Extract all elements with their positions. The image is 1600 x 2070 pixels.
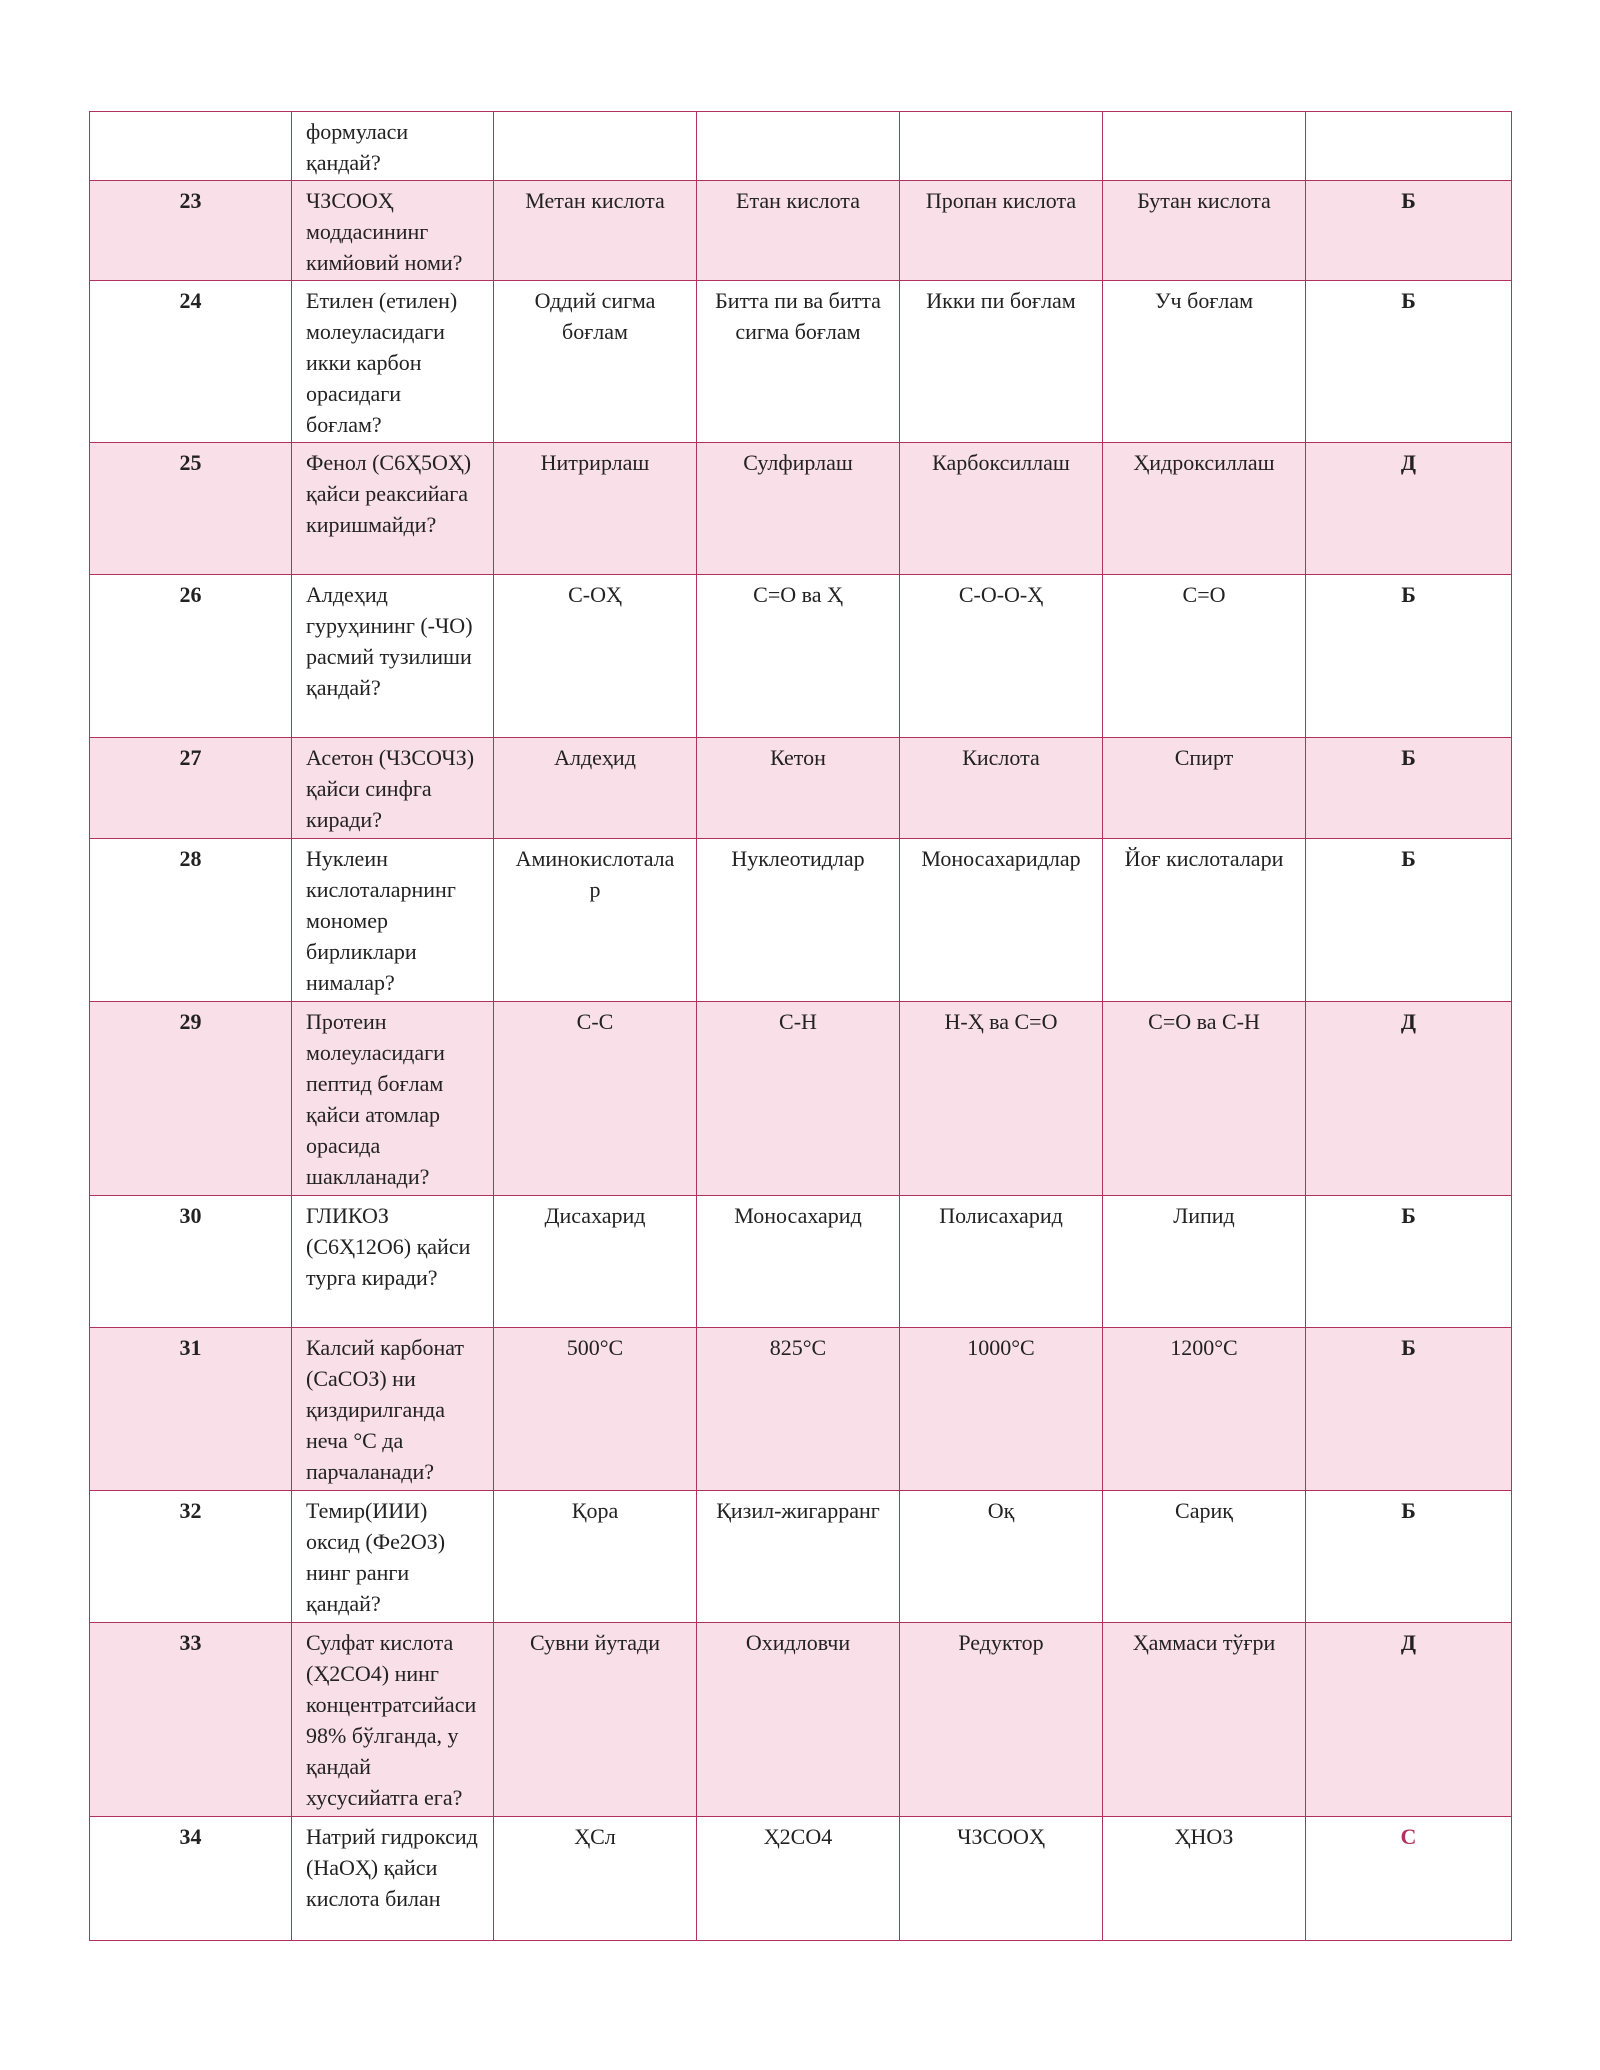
question-text: Нуклеин кислоталарнинг мономер бирликлари нималар? — [292, 839, 494, 1002]
option-a — [494, 112, 697, 181]
option-d: С=О — [1103, 575, 1306, 738]
option-c: Икки пи боғлам — [900, 281, 1103, 443]
question-number: 27 — [90, 738, 292, 839]
question-text: Фенол (С6Ҳ5ОҲ) қайси реаксийага киришмайди? — [292, 443, 494, 575]
table-row — [90, 575, 1512, 738]
option-a: С-С — [494, 1002, 697, 1196]
option-b: Битта пи ва битта сигма боғлам — [697, 281, 900, 443]
option-d: Липид — [1103, 1196, 1306, 1328]
question-text: Натрий гидроксид (НаОҲ) қайси кислота билан — [292, 1817, 494, 1941]
question-number: 31 — [90, 1328, 292, 1491]
question-number: 28 — [90, 839, 292, 1002]
option-b: Охидловчи — [697, 1623, 900, 1817]
correct-answer — [1306, 112, 1512, 181]
option-d: 1200°С — [1103, 1328, 1306, 1491]
correct-answer: Б — [1306, 839, 1512, 1002]
question-text: Темир(ИИИ) оксид (Фе2ОЗ) нинг ранги қандай? — [292, 1491, 494, 1623]
option-c: Оқ — [900, 1491, 1103, 1623]
option-c — [900, 112, 1103, 181]
table-row — [90, 1817, 1512, 1941]
option-b: С-Н — [697, 1002, 900, 1196]
option-a: 500°С — [494, 1328, 697, 1491]
option-c: ЧЗСООҲ — [900, 1817, 1103, 1941]
option-c: Карбоксиллаш — [900, 443, 1103, 575]
option-d: Бутан кислота — [1103, 181, 1306, 281]
question-text: ГЛИКОЗ (С6Ҳ12О6) қайси турга киради? — [292, 1196, 494, 1328]
question-number: 34 — [90, 1817, 292, 1941]
option-a: Оддий сигма боғлам — [494, 281, 697, 443]
question-number — [90, 112, 292, 181]
correct-answer: Б — [1306, 281, 1512, 443]
option-a: С-ОҲ — [494, 575, 697, 738]
table-row — [90, 112, 1512, 181]
option-d: Ҳидроксиллаш — [1103, 443, 1306, 575]
quiz-table — [89, 111, 1512, 1941]
question-number: 23 — [90, 181, 292, 281]
table-row — [90, 1002, 1512, 1196]
option-c: Н-Ҳ ва С=О — [900, 1002, 1103, 1196]
option-c: Моносахаридлар — [900, 839, 1103, 1002]
option-a: Қора — [494, 1491, 697, 1623]
question-number: 24 — [90, 281, 292, 443]
correct-answer: Б — [1306, 181, 1512, 281]
correct-answer: Д — [1306, 1002, 1512, 1196]
option-b: Кетон — [697, 738, 900, 839]
question-text: Протеин молеуласидаги пептид боғлам қайси атомлар орасида шаклланади? — [292, 1002, 494, 1196]
option-b: Қизил-жигарранг — [697, 1491, 900, 1623]
option-a: Метан кислота — [494, 181, 697, 281]
correct-answer: Б — [1306, 738, 1512, 839]
correct-answer: Б — [1306, 575, 1512, 738]
table-row — [90, 181, 1512, 281]
option-b: Ҳ2СО4 — [697, 1817, 900, 1941]
option-c: Редуктор — [900, 1623, 1103, 1817]
table-row — [90, 1491, 1512, 1623]
table-row — [90, 738, 1512, 839]
table-row — [90, 281, 1512, 443]
option-d: Йоғ кислоталари — [1103, 839, 1306, 1002]
option-d: Сариқ — [1103, 1491, 1306, 1623]
question-number: 30 — [90, 1196, 292, 1328]
table-row — [90, 1623, 1512, 1817]
option-d: Ҳаммаси тўғри — [1103, 1623, 1306, 1817]
question-text: Калсий карбонат (СаСОЗ) ни қиздирилганда неча °С да парчаланади? — [292, 1328, 494, 1491]
option-a: Нитрирлаш — [494, 443, 697, 575]
question-text: Сулфат кислота (Ҳ2СО4) нинг концентратсийаси 98% бўлганда, у қандай хусусийатга ега? — [292, 1623, 494, 1817]
option-a: Алдеҳид — [494, 738, 697, 839]
table-row — [90, 1196, 1512, 1328]
option-d: ҲНОЗ — [1103, 1817, 1306, 1941]
option-d: С=О ва С-Н — [1103, 1002, 1306, 1196]
option-c: Кислота — [900, 738, 1103, 839]
option-a: ҲСл — [494, 1817, 697, 1941]
question-text: Асетон (ЧЗСОЧЗ) қайси синфга киради? — [292, 738, 494, 839]
option-a: Сувни йутади — [494, 1623, 697, 1817]
question-number: 25 — [90, 443, 292, 575]
option-b: Нуклеотидлар — [697, 839, 900, 1002]
option-d — [1103, 112, 1306, 181]
correct-answer: Б — [1306, 1196, 1512, 1328]
question-text: формуласи қандай? — [292, 112, 494, 181]
question-number: 33 — [90, 1623, 292, 1817]
table-row — [90, 443, 1512, 575]
option-b: Сулфирлаш — [697, 443, 900, 575]
option-c: С-О-О-Ҳ — [900, 575, 1103, 738]
option-b: Етан кислота — [697, 181, 900, 281]
correct-answer: Б — [1306, 1491, 1512, 1623]
correct-answer: Д — [1306, 443, 1512, 575]
option-c: 1000°С — [900, 1328, 1103, 1491]
option-d: Уч боғлам — [1103, 281, 1306, 443]
option-c: Пропан кислота — [900, 181, 1103, 281]
correct-answer: С — [1306, 1817, 1512, 1941]
option-d: Спирт — [1103, 738, 1306, 839]
correct-answer: Б — [1306, 1328, 1512, 1491]
question-text: Алдеҳид гуруҳининг (-ЧО) расмий тузилиши қандай? — [292, 575, 494, 738]
option-a: Дисахарид — [494, 1196, 697, 1328]
table-row — [90, 839, 1512, 1002]
option-b — [697, 112, 900, 181]
option-b: 825°С — [697, 1328, 900, 1491]
correct-answer: Д — [1306, 1623, 1512, 1817]
question-number: 26 — [90, 575, 292, 738]
question-text: Етилен (етилен) молеуласидаги икки карбон орасидаги боғлам? — [292, 281, 494, 443]
question-number: 32 — [90, 1491, 292, 1623]
option-a: Аминокислотала р — [494, 839, 697, 1002]
question-text: ЧЗСООҲ моддасининг кимйовий номи? — [292, 181, 494, 281]
option-b: Моносахарид — [697, 1196, 900, 1328]
table-row — [90, 1328, 1512, 1491]
option-b: С=О ва Ҳ — [697, 575, 900, 738]
option-c: Полисахарид — [900, 1196, 1103, 1328]
question-number: 29 — [90, 1002, 292, 1196]
